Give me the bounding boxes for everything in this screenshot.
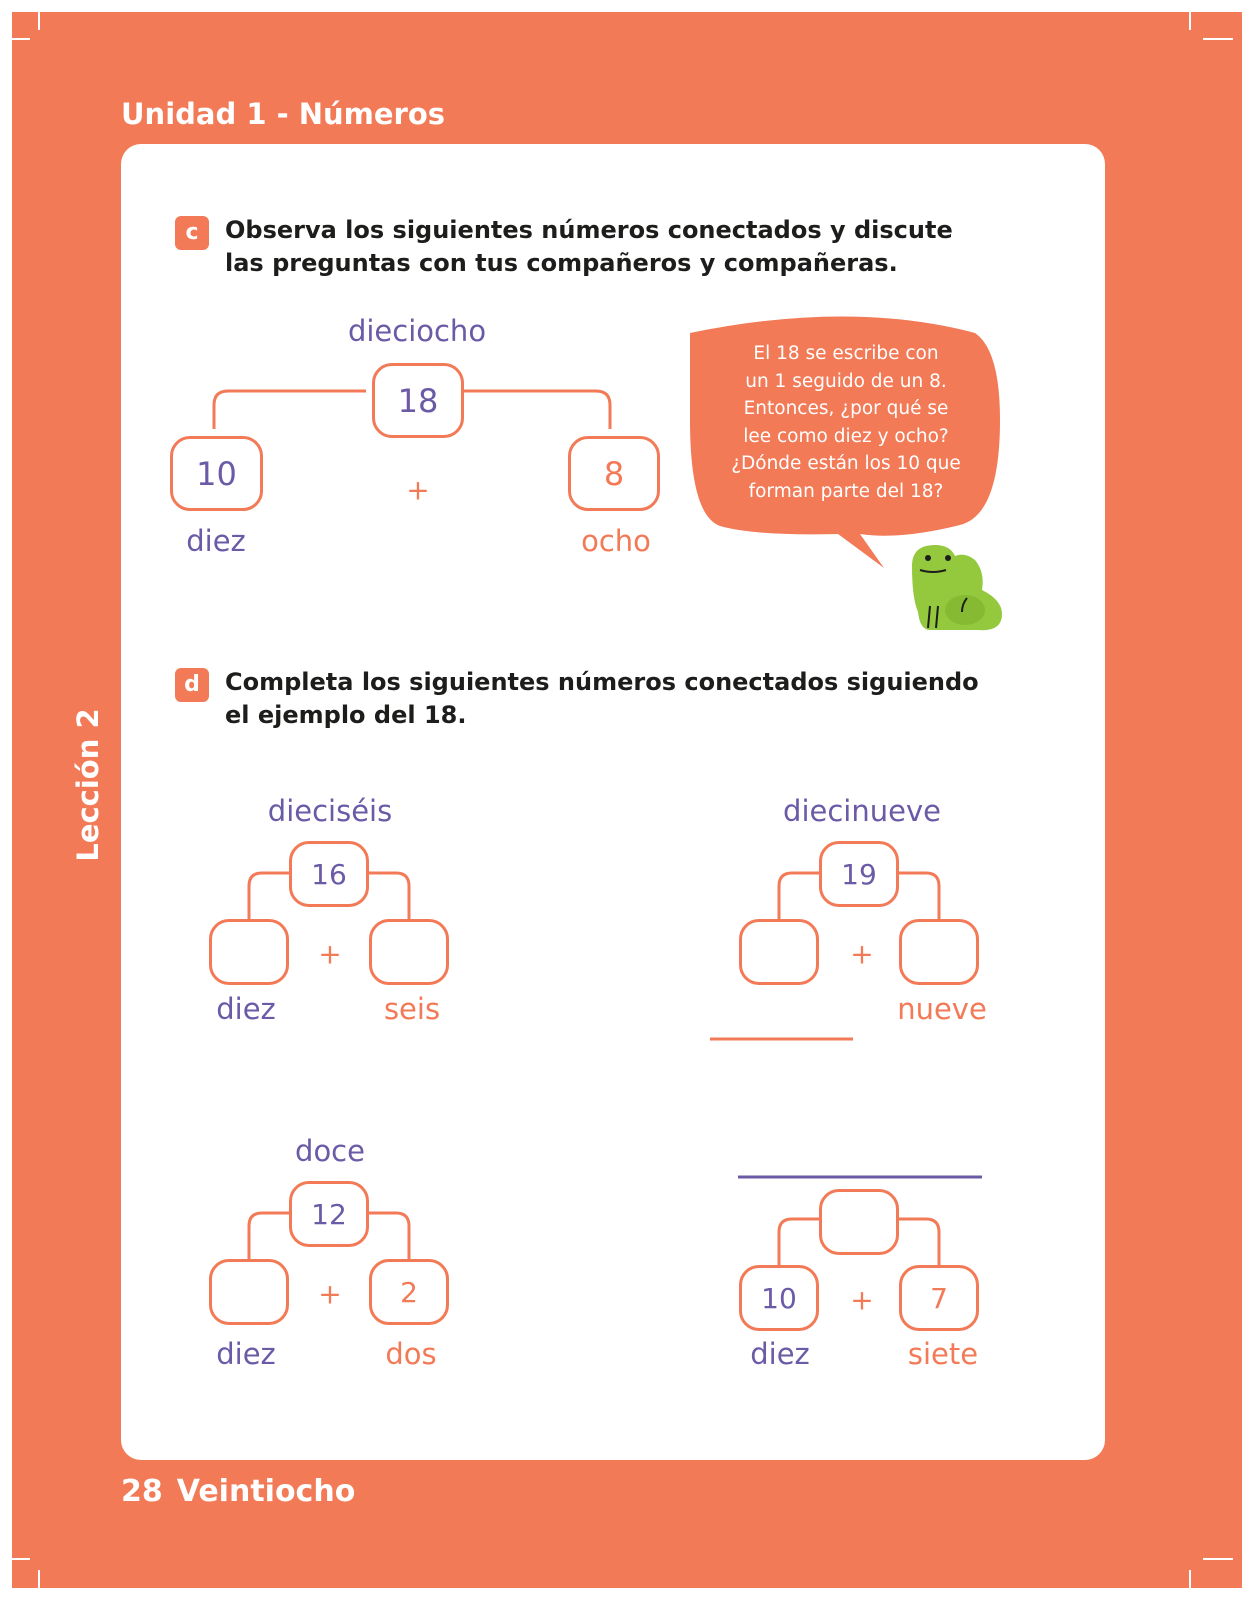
bond-12-top-box: 12: [289, 1181, 369, 1247]
connector-16-left: [249, 873, 289, 919]
bond-12-right-word: dos: [385, 1337, 437, 1371]
connector-17-right: [899, 1219, 939, 1265]
bond-16-plus: +: [318, 937, 342, 971]
example-18-left-box: 10: [170, 436, 263, 511]
bond-17-plus: +: [850, 1283, 874, 1317]
bubble-line-6: forman parte del 18?: [748, 480, 944, 502]
bubble-line-2: un 1 seguido de un 8.: [745, 370, 947, 392]
bond-19-top-word: diecinueve: [783, 794, 941, 828]
connector-18-left: [214, 391, 366, 429]
example-18-right-box: 8: [568, 436, 660, 511]
bond-19-left-box[interactable]: [739, 919, 819, 985]
bubble-line-5: ¿Dónde están los 10 que: [731, 453, 961, 474]
example-18-plus: +: [406, 473, 430, 507]
bond-16-right-box[interactable]: [369, 919, 449, 985]
connector-12-left: [249, 1213, 289, 1259]
bond-12-left-word: diez: [216, 1337, 276, 1371]
speech-bubble-text: [709, 340, 983, 505]
example-18-right-word: ocho: [581, 524, 651, 558]
bond-12-left-box[interactable]: [209, 1259, 289, 1325]
unit-title: Unidad 1 - Números: [121, 97, 446, 131]
bond-16-top-word: dieciséis: [267, 794, 393, 828]
bond-17-left-word: diez: [750, 1337, 810, 1371]
bond-17-left-box: 10: [739, 1265, 819, 1331]
example-18-left-word: diez: [186, 524, 246, 558]
page-number: 28: [121, 1474, 163, 1509]
bond-16-top-box: 16: [289, 841, 369, 907]
bond-12-plus: +: [318, 1277, 342, 1311]
lesson-tab: Lección 2: [71, 708, 105, 862]
connector-19-left: [779, 873, 819, 919]
bubble-line-4: lee como diez y ocho?: [743, 425, 949, 447]
bond-16-right-word: seis: [383, 992, 441, 1026]
bond-19-right-box[interactable]: [899, 919, 979, 985]
bond-17-right-word: siete: [907, 1337, 979, 1371]
connector-19-right: [899, 873, 939, 919]
bond-16-left-box[interactable]: [209, 919, 289, 985]
connector-18-right: [458, 391, 610, 429]
example-18-top-box: 18: [372, 363, 464, 438]
page-number-word: Veintiocho: [176, 1474, 356, 1509]
bond-19-plus: +: [850, 937, 874, 971]
bond-17-top-box[interactable]: [819, 1189, 899, 1255]
bond-19-top-box: 19: [819, 841, 899, 907]
connector-12-right: [369, 1213, 409, 1259]
bond-17-right-box: 7: [899, 1265, 979, 1331]
section-c-instruction-line1: Observa los siguientes números conectados y discute: [225, 216, 953, 244]
connector-16-right: [369, 873, 409, 919]
section-c-instruction-line2: las preguntas con tus compañeros y compañeras.: [225, 249, 898, 277]
section-d-instruction-line2: el ejemplo del 18.: [225, 701, 467, 729]
bond-19-right-word: nueve: [897, 992, 987, 1026]
bubble-line-3: Entonces, ¿por qué se: [743, 398, 949, 419]
section-c-instruction: [225, 214, 953, 280]
bubble-line-1: El 18 se escribe con: [753, 343, 939, 364]
example-18-top-word: dieciocho: [347, 314, 487, 348]
frog-icon: [912, 545, 1002, 630]
section-d-letter: d: [175, 668, 209, 702]
bond-12-top-word: doce: [295, 1134, 365, 1168]
bond-16-left-word: diez: [216, 992, 276, 1026]
section-d-instruction-line1: Completa los siguientes números conectados siguiendo: [225, 668, 979, 696]
connector-17-left: [779, 1219, 819, 1265]
section-d-instruction: [225, 666, 979, 732]
section-c-letter: c: [175, 216, 209, 250]
bond-12-right-box: 2: [369, 1259, 449, 1325]
